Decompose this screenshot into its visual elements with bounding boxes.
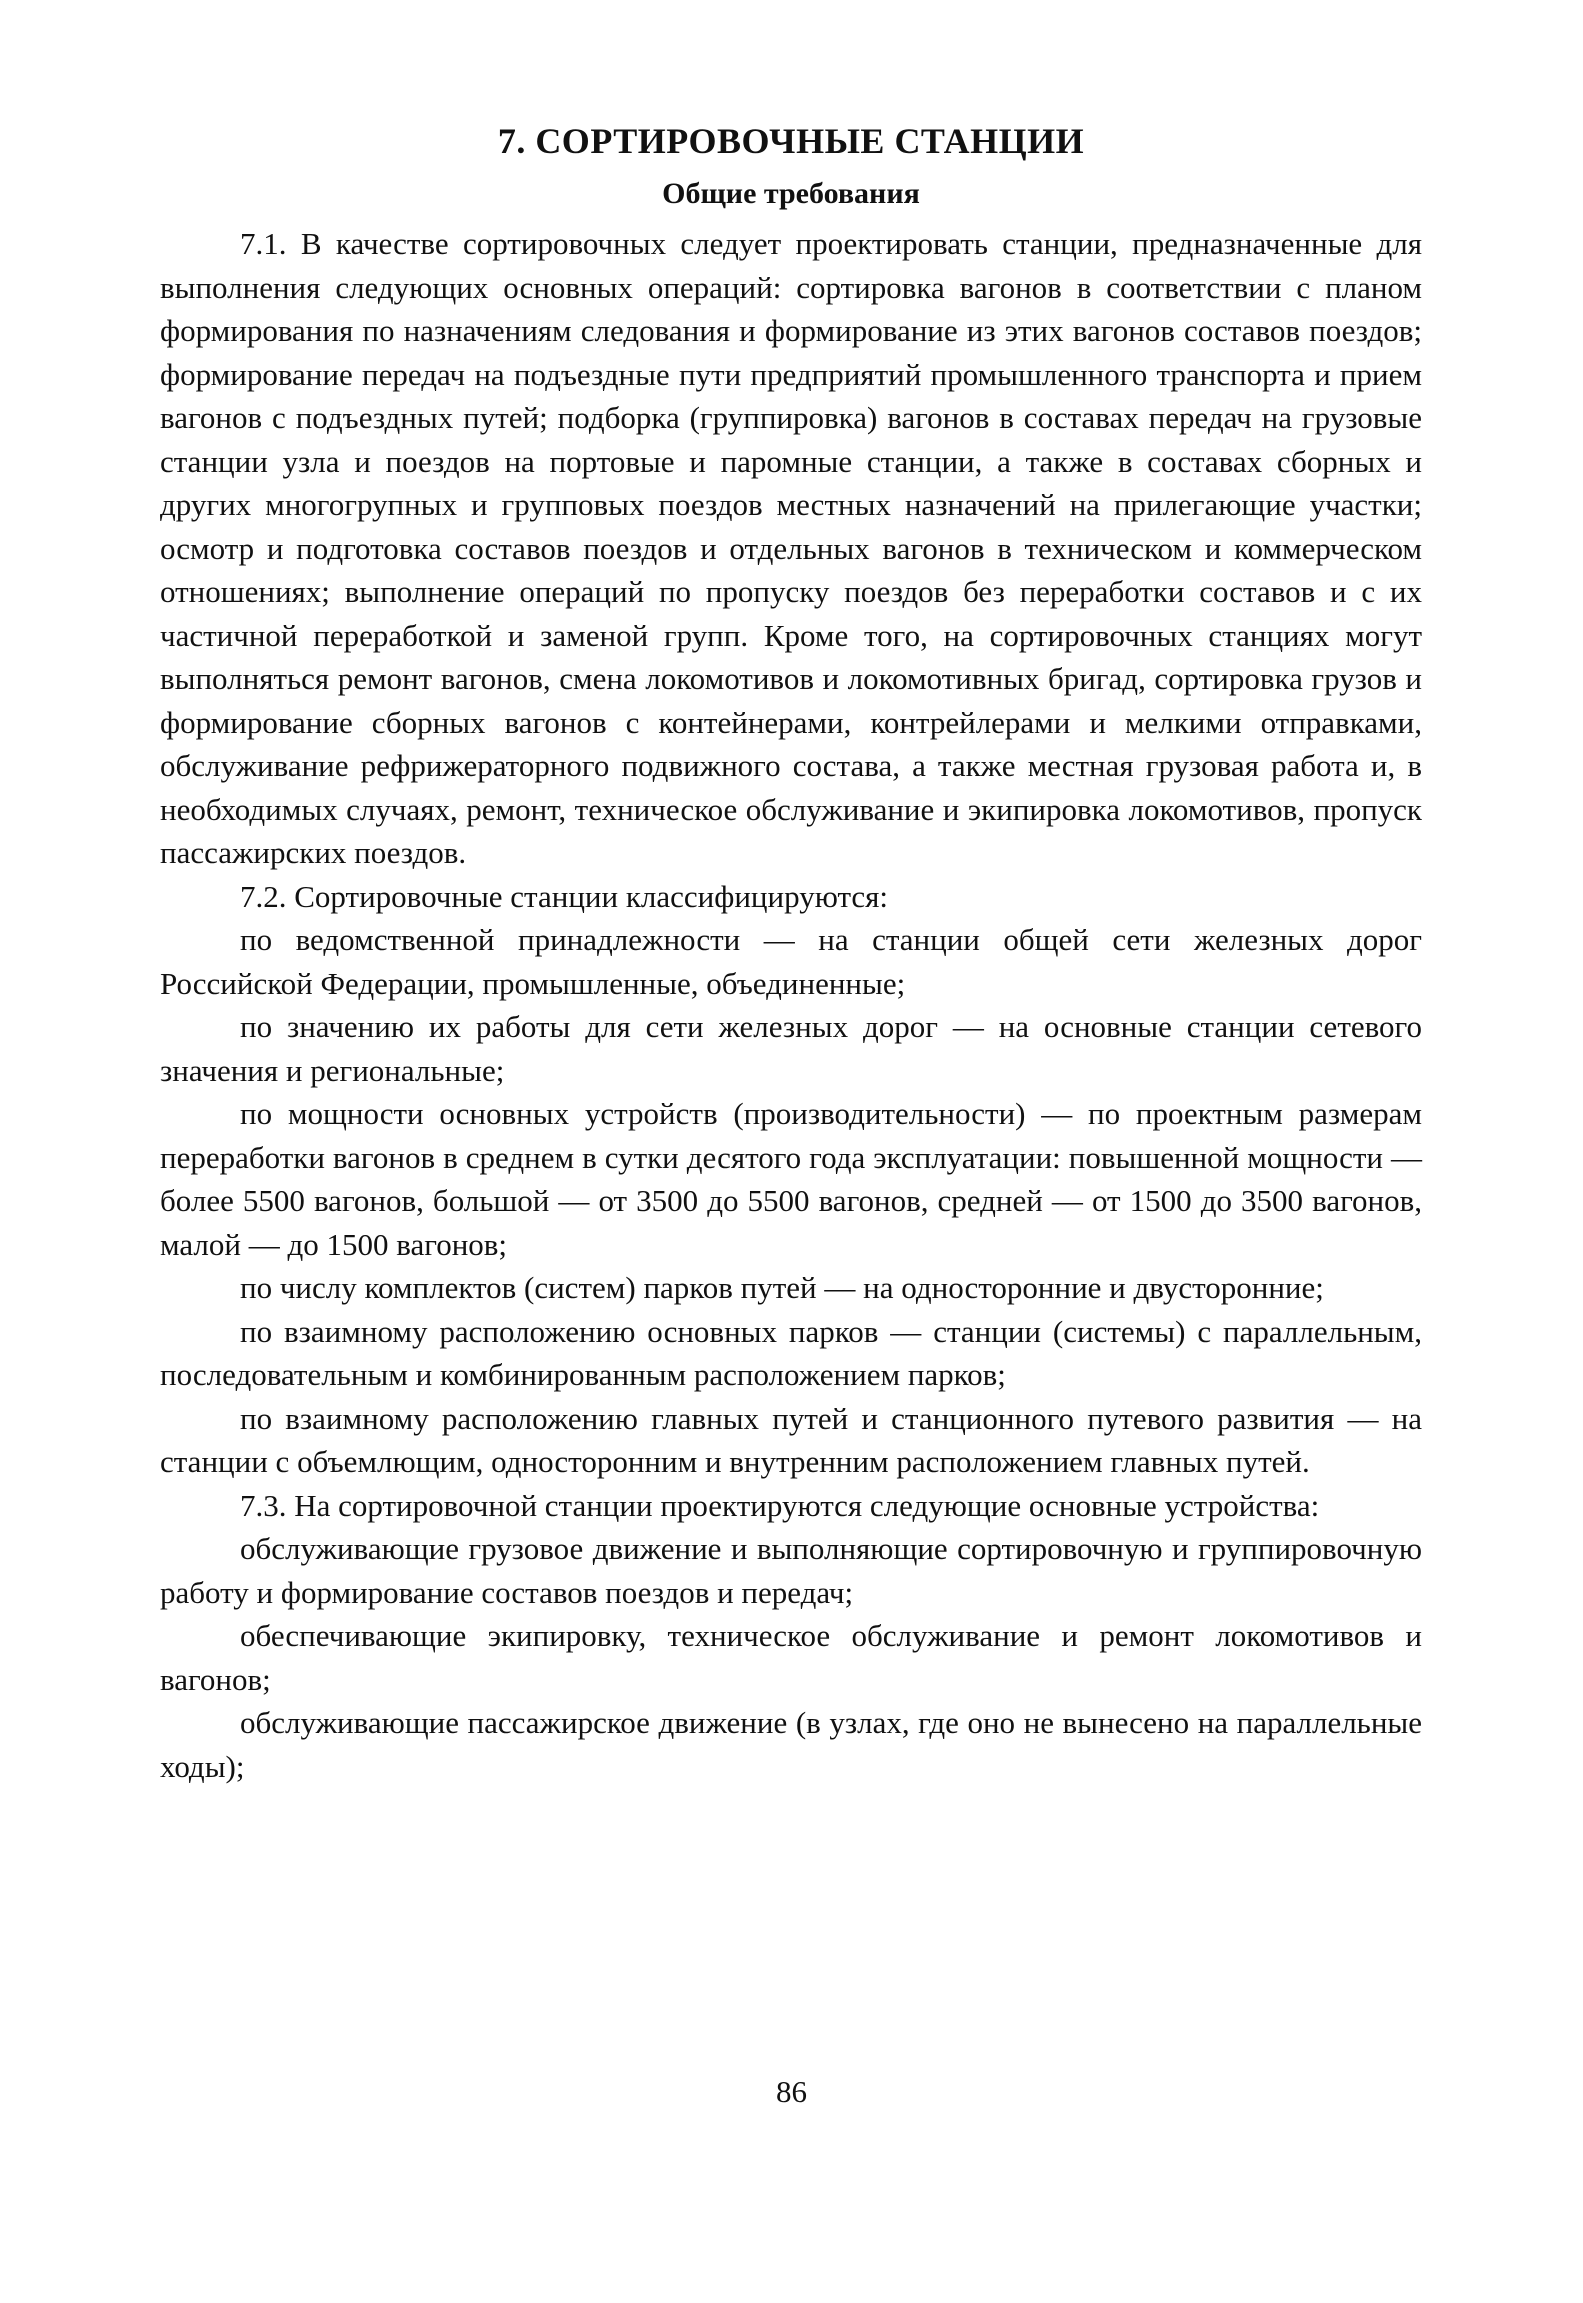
classification-departmental: по ведомственной принадлежности — на станции общей сети железных дорог Российской Федерации, промышленные, объединенные; (160, 922, 1422, 1001)
page-number: 86 (776, 2074, 807, 2109)
devices-freight: обслуживающие грузовое движение и выполняющие сортировочную и группировочную работу и формирование составов поездов и передач; (160, 1531, 1422, 1610)
paragraph-7-2: 7.2. Сортировочные станции классифицируются: (240, 878, 889, 914)
chapter-title: 7. СОРТИРОВОЧНЫЕ СТАНЦИИ (497, 121, 1085, 161)
classification-network-significance: по значению их работы для сети железных дорог — на основные станции сетевого значения и региональные; (160, 1009, 1422, 1088)
devices-maintenance: обеспечивающие экипировку, техническое обслуживание и ремонт локомотивов и вагонов; (160, 1618, 1422, 1697)
classification-main-tracks: по взаимному расположению главных путей и станционного путевого развития — на станции с объемлющим, односторонним и внутренним расположением главных путей. (160, 1400, 1422, 1479)
devices-passenger: обслуживающие пассажирское движение (в узлах, где оно не вынесено на параллельные ходы); (160, 1705, 1422, 1784)
classification-park-arrangement: по взаимному расположению основных парков — станции (системы) с параллельным, последовательным и комбинированным расположением парков; (160, 1313, 1422, 1392)
document-page (160, 118, 1422, 1788)
paragraph-7-1: 7.1. В качестве сортировочных следует проектировать станции, предназначенные для выполнения следующих основных операций: сортировка вагонов в соответствии с планом формирования по назначениям следования и формирование из этих вагонов составов поездов; формирование передач на подъездные пути предприятий промышленного транспорта и прием вагонов с подъездных путей; подборка (группировка) вагонов в составах передач на грузовые станции узла и поездов на портовые и паромные станции, а также в составах сборных и других многогрупных и групповых поездов местных назначений на прилегающие участки; осмотр и подготовка составов поездов и отдельных вагонов в техническом и коммерческом отношениях; выполнение операций по пропуску поездов без переработки составов и с их частичной переработкой и заменой групп. Кроме того, на сортировочных станциях могут выполняться ремонт вагонов, смена локомотивов и локомотивных бригад, сортировка грузов и формирование сборных вагонов с контейнерами, контрейлерами и мелкими отправками, обслуживание рефрижераторного подвижного состава, а также местная грузовая работа и, в необходимых случаях, ремонт, техническое обслуживание и экипировка локомотивов, пропуск пассажирских поездов. (160, 226, 1422, 870)
document-body (160, 222, 1422, 1788)
section-title: Общие требования (662, 177, 920, 210)
classification-capacity: по мощности основных устройств (производительности) — по проектным размерам переработки вагонов в среднем в сутки десятого года эксплуатации: повышенной мощности — более 5500 вагонов, большой — от 3500 до 5500 вагонов, средней — от 1500 до 3500 вагонов, малой — до 1500 вагонов; (160, 1096, 1422, 1262)
paragraph-7-3: 7.3. На сортировочной станции проектируются следующие основные устройства: (240, 1487, 1320, 1523)
classification-park-systems: по числу комплектов (систем) парков путей — на односторонние и двусторонние; (240, 1270, 1324, 1305)
